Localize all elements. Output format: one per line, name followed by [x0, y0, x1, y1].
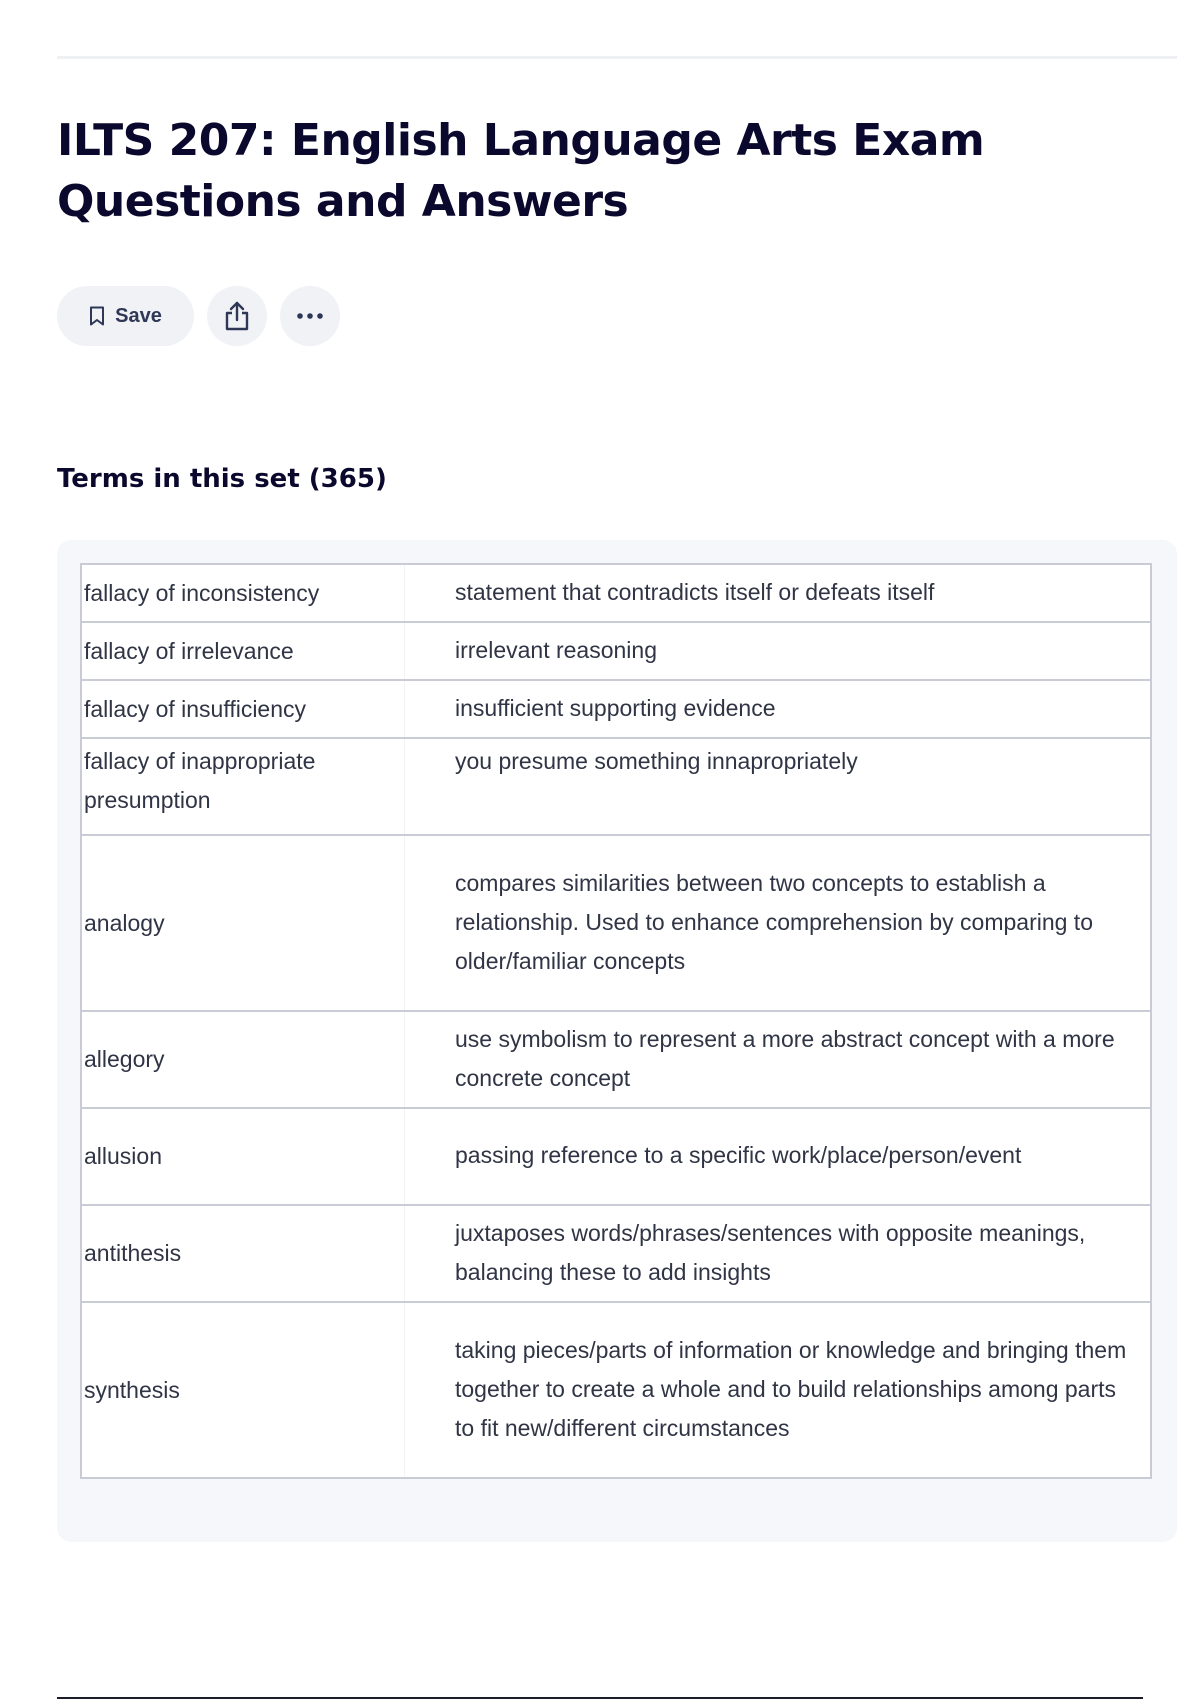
term-row — [81, 738, 1151, 835]
term-row — [81, 564, 1151, 622]
term-cell: synthesis — [81, 1302, 405, 1478]
term-row — [81, 680, 1151, 738]
term-row — [81, 622, 1151, 680]
terms-panel — [57, 540, 1177, 1542]
definition-cell: juxtaposes words/phrases/sentences with opposite meanings, balancing these to add insights — [405, 1205, 1152, 1302]
more-horizontal-icon — [296, 312, 324, 320]
term-row — [81, 1011, 1151, 1108]
term-cell: fallacy of insufficiency — [81, 680, 405, 738]
term-row — [81, 835, 1151, 1011]
definition-cell: insufficient supporting evidence — [405, 680, 1152, 738]
definition-cell: you presume something innapropriately — [405, 738, 1152, 835]
bookmark-icon — [89, 306, 105, 326]
top-divider — [57, 56, 1177, 59]
term-row — [81, 1108, 1151, 1205]
definition-cell: statement that contradicts itself or defeats itself — [405, 564, 1152, 622]
term-cell: fallacy of irrelevance — [81, 622, 405, 680]
term-cell: fallacy of inappropriate presumption — [81, 738, 405, 835]
term-cell: allusion — [81, 1108, 405, 1205]
term-cell: antithesis — [81, 1205, 405, 1302]
action-bar — [57, 286, 340, 346]
term-cell: analogy — [81, 835, 405, 1011]
term-cell: fallacy of inconsistency — [81, 564, 405, 622]
definition-cell: taking pieces/parts of information or knowledge and bringing them together to create a whole and to build relationships among parts to fit new/different circumstances — [405, 1302, 1152, 1478]
terms-table — [80, 563, 1152, 1479]
term-row — [81, 1205, 1151, 1302]
terms-heading: Terms in this set (365) — [57, 464, 387, 494]
definition-cell: use symbolism to represent a more abstract concept with a more concrete concept — [405, 1011, 1152, 1108]
term-cell: allegory — [81, 1011, 405, 1108]
more-options-button[interactable] — [280, 286, 340, 346]
share-button[interactable] — [207, 286, 267, 346]
bottom-divider — [57, 1697, 1143, 1699]
definition-cell: compares similarities between two concepts to establish a relationship. Used to enhance comprehension by comparing to older/familiar concepts — [405, 835, 1152, 1011]
term-row — [81, 1302, 1151, 1478]
save-button-label: Save — [115, 304, 162, 327]
definition-cell: passing reference to a specific work/place/person/event — [405, 1108, 1152, 1205]
page-title: ILTS 207: English Language Arts Exam Questions and Answers — [57, 115, 985, 227]
definition-cell: irrelevant reasoning — [405, 622, 1152, 680]
share-icon — [224, 301, 250, 331]
save-button[interactable] — [57, 286, 194, 346]
